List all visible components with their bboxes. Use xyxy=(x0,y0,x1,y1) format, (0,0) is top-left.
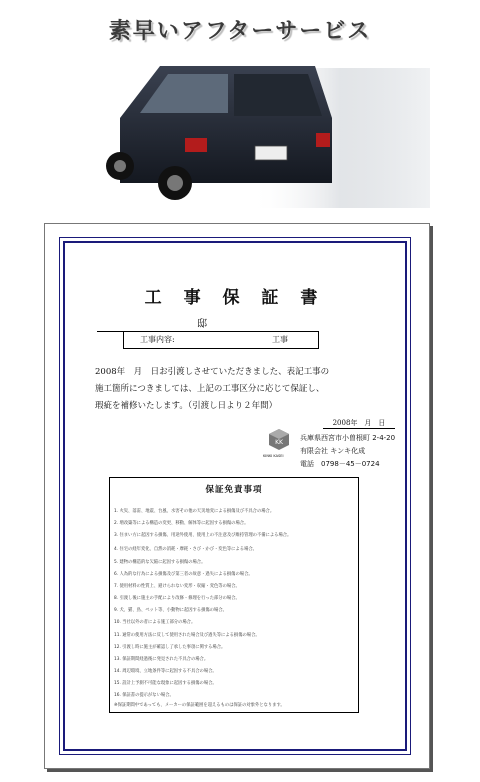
terms-item: 11. 通常の使用方法に反して使用された場合及び過失等による損傷の場合。 xyxy=(114,633,260,638)
document-title: 工 事 保 証 書 xyxy=(144,288,326,308)
terms-item: 8. 引渡し後に施主の手配により改修・修理を行った部分の場合。 xyxy=(114,596,240,601)
terms-item: 1. 火災、落雷、地震、台風、水害その他の天災地変による損傷及び不具合の場合。 xyxy=(114,509,275,514)
terms-item: 5. 建物の構造的な欠陥に起因する損傷の場合。 xyxy=(114,560,206,565)
recipient-suffix: 邸 xyxy=(197,319,207,330)
terms-item: 10. 当社以外の者による施工部分の場合。 xyxy=(114,620,196,625)
terms-item: 13. 保証期間経過後に発見された不具合の場合。 xyxy=(114,657,209,662)
work-content-value: 工事 xyxy=(272,335,288,344)
terms-item: 14. 周辺環境、立地条件等に起因する不具合の場合。 xyxy=(114,669,217,674)
work-content-box xyxy=(123,331,319,349)
recipient-name-line xyxy=(97,315,207,332)
terms-item: 4. 住宅の経年変化、自然の消耗・摩耗・さび・かび・変色等による場合。 xyxy=(114,547,257,552)
terms-item: ※保証期間中であっても、メーカーの保証範囲を超えるものは保証の対象外となります。 xyxy=(114,703,285,708)
terms-item: 7. 使用材料の性質上、避けられない変形・収縮・変色等の場合。 xyxy=(114,584,240,589)
terms-title: 保証免責事項 xyxy=(205,485,263,495)
minivan-photo xyxy=(100,48,430,228)
company-address: 兵庫県西宮市小曽根町 2-4-20 xyxy=(300,434,396,442)
body-line-2: 施工箇所につきましては、上記の工事区分に応じて保証し、 xyxy=(95,384,325,394)
body-line-3: 瑕疵を補修いたします。（引渡し日より２年間） xyxy=(95,401,278,411)
warranty-exclusions-box xyxy=(109,477,359,713)
issue-date: 2008年 月 日 xyxy=(323,418,395,429)
company-phone: 電話 0798－45－0724 xyxy=(300,460,380,468)
terms-item: 9. 犬、猫、鳥、ペット等、小動物に起因する損傷の場合。 xyxy=(114,608,227,613)
double-border-frame xyxy=(63,241,407,751)
terms-item: 6. 人為的な行為による損傷及び第三者の故意・過失による損傷の場合。 xyxy=(114,572,253,577)
company-logo-icon xyxy=(268,428,290,452)
company-name: 有限会社 キンキ化成 xyxy=(300,447,366,455)
terms-item: 12. 引渡し時に施主が確認し了承した事項に関する場合。 xyxy=(114,645,226,650)
terms-item: 15. 設計上予測不可能な現象に起因する損傷の場合。 xyxy=(114,681,217,686)
terms-item: 16. 保証書の提示がない場合。 xyxy=(114,693,174,698)
logo-caption: KINKI KASEI xyxy=(263,454,284,458)
terms-item: 3. 住まい方に起因する損傷、用途外使用、使用上の不注意及び維持管理の不備による場合。 xyxy=(114,533,292,538)
work-content-label: 工事内容: xyxy=(140,335,175,344)
warranty-document xyxy=(44,223,430,769)
body-line-1: 2008年 月 日お引渡しさせていただきました、表記工事の xyxy=(95,367,330,377)
terms-item: 2. 増改築等による構造の変更、移動、解体等に起因する損傷の場合。 xyxy=(114,521,249,526)
svg-text:KK: KK xyxy=(275,439,283,446)
headline: 素早いアフターサービス xyxy=(108,18,372,44)
